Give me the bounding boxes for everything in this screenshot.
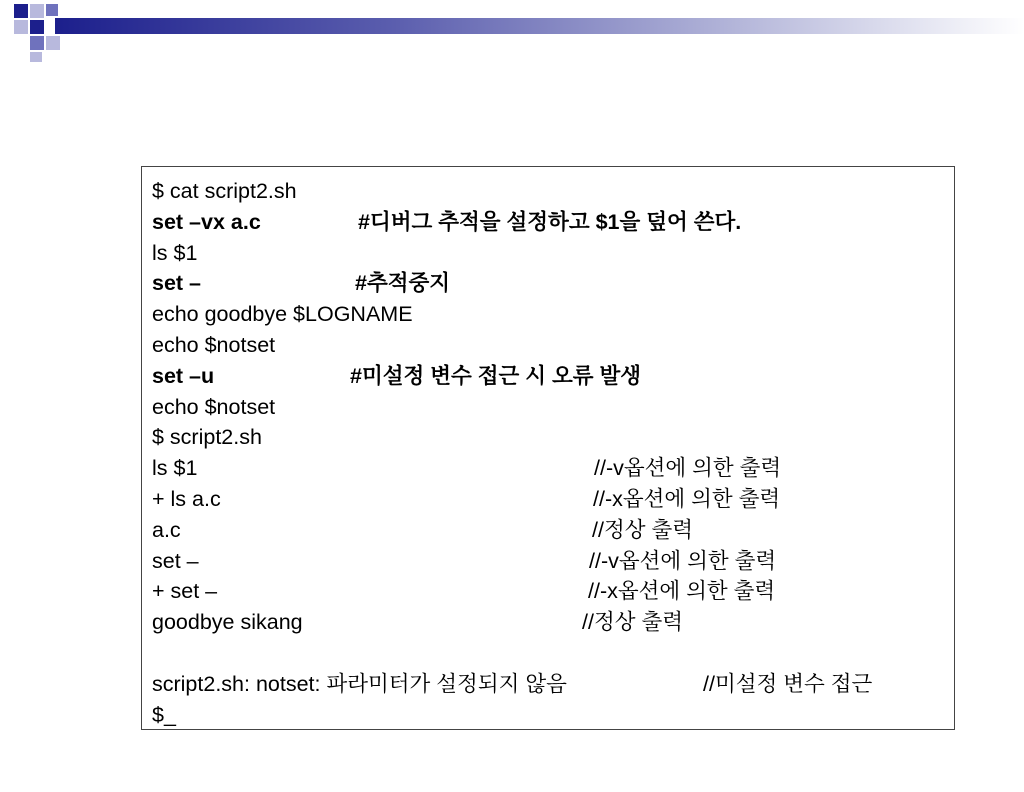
code-line [152, 268, 954, 299]
code-comment: #디버그 추적을 설정하고 $1을 덮어 쓴다. [358, 209, 742, 234]
deco-square [14, 4, 28, 18]
code-comment: //-x옵션에 의한 출력 [588, 579, 776, 604]
code-line [152, 700, 954, 731]
deco-square [30, 20, 44, 34]
code-text: a.c [152, 517, 181, 542]
code-text: set –u [152, 363, 215, 388]
code-text: $ script2.sh [152, 425, 262, 450]
code-line [152, 515, 954, 546]
code-comment: //정상 출력 [592, 517, 693, 542]
code-text: ls $1 [152, 240, 198, 265]
code-text: $_ [152, 702, 176, 727]
code-text: set – [152, 548, 199, 573]
code-text: goodbye sikang [152, 610, 303, 635]
header-decoration [0, 0, 1024, 70]
code-text: script2.sh: notset: 파라미터가 설정되지 않음 [152, 671, 567, 696]
code-line [152, 299, 954, 330]
code-line [152, 238, 954, 269]
code-line-blank [152, 638, 954, 669]
code-text: set –vx a.c [152, 209, 261, 234]
deco-square [30, 52, 42, 62]
code-line [152, 207, 954, 238]
deco-square [30, 4, 44, 18]
code-line [152, 392, 954, 423]
code-line [152, 361, 954, 392]
code-comment: //-x옵션에 의한 출력 [593, 486, 781, 511]
title-gradient-bar [55, 18, 1024, 34]
code-line [152, 669, 954, 700]
code-line [152, 330, 954, 361]
code-example-box [141, 166, 955, 730]
code-text: $ cat script2.sh [152, 179, 297, 203]
code-line [152, 576, 954, 607]
code-line [152, 453, 954, 484]
deco-square [30, 36, 44, 50]
deco-square [46, 4, 58, 16]
code-comment: //정상 출력 [582, 610, 683, 635]
code-text: set – [152, 271, 202, 296]
code-line [152, 422, 954, 453]
code-comment: #추적중지 [355, 271, 451, 296]
code-comment: //-v옵션에 의한 출력 [594, 456, 782, 481]
code-line [152, 176, 954, 207]
deco-square [14, 20, 28, 34]
code-text: echo $notset [152, 332, 276, 357]
code-text: + ls a.c [152, 486, 221, 511]
code-comment: //미설정 변수 접근 [703, 671, 873, 696]
code-text: ls $1 [152, 456, 198, 481]
code-line [152, 607, 954, 638]
code-text: echo $notset [152, 394, 276, 419]
deco-square [46, 36, 60, 50]
code-line [152, 484, 954, 515]
code-text: echo goodbye $LOGNAME [152, 302, 413, 327]
code-comment: #미설정 변수 접근 시 오류 발생 [350, 363, 642, 388]
code-comment: //-v옵션에 의한 출력 [589, 548, 777, 573]
code-text: + set – [152, 579, 218, 604]
code-line [152, 546, 954, 577]
